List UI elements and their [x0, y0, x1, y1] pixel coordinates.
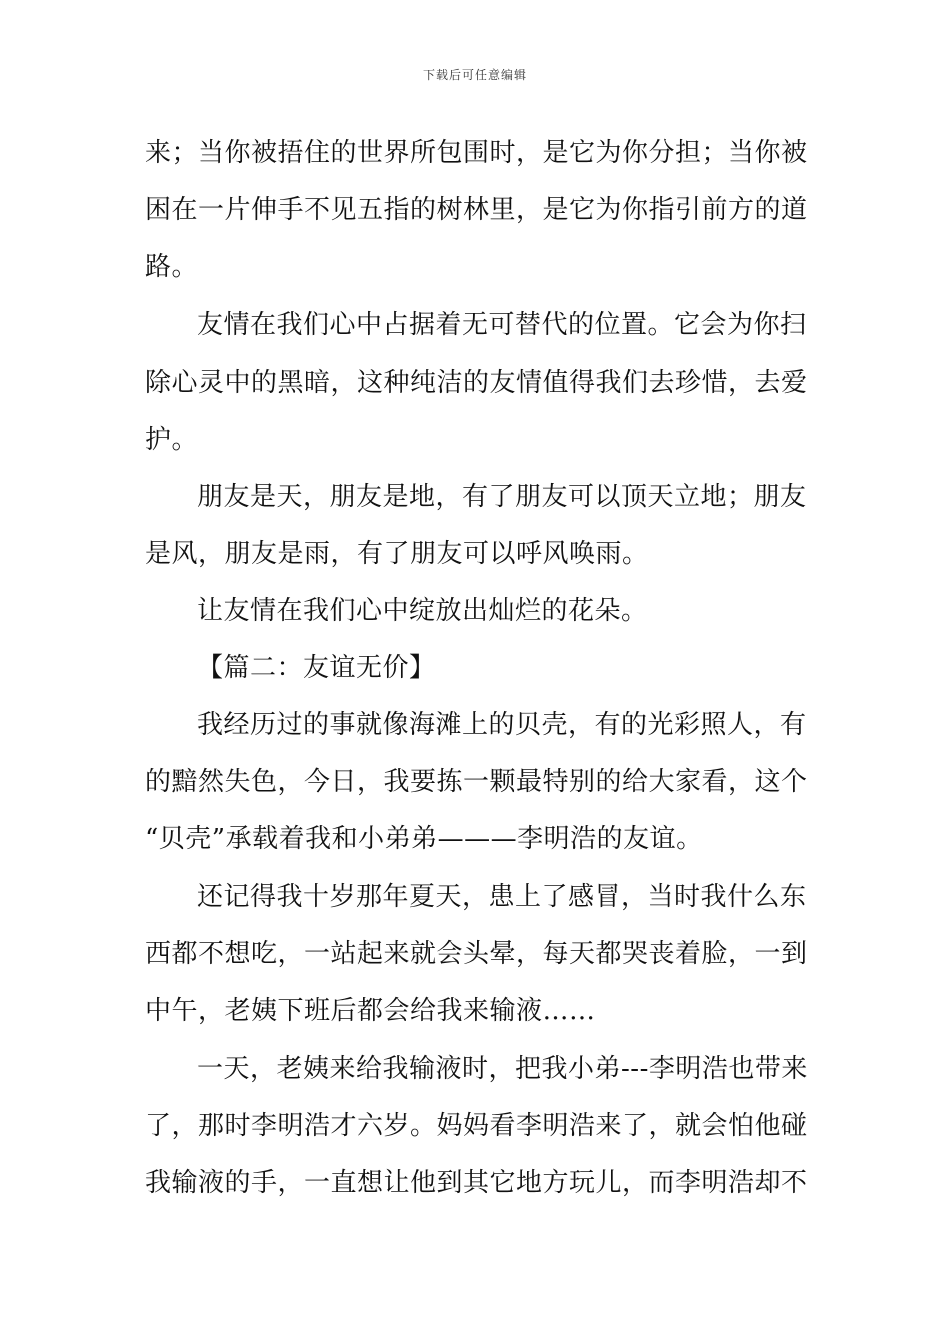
page-header: 下载后可任意编辑 [422, 68, 527, 82]
text-line: 还记得我十岁那年夏天，患上了感冒，当时我什么东 [197, 882, 807, 912]
section-heading: 【篇二：友谊无价】 [197, 653, 436, 683]
text-line: 困在一片伸手不见五指的树林里，是它为你指引前方的道 [145, 195, 808, 225]
text-line: 来；当你被捂住的世界所包围时，是它为你分担；当你被 [145, 138, 808, 168]
text-line: 友情在我们心中占据着无可替代的位置。它会为你扫 [197, 310, 807, 340]
text-line: 了，那时李明浩才六岁。妈妈看李明浩来了，就会怕他碰 [145, 1111, 808, 1141]
text-line: 一天，老姨来给我输液时，把我小弟---李明浩也带来 [197, 1054, 808, 1084]
text-line: 让友情在我们心中绽放出灿烂的花朵。 [197, 596, 648, 626]
text-line: 我输液的手，一直想让他到其它地方玩儿，而李明浩却不 [145, 1168, 808, 1198]
text-line: 朋友是天，朋友是地，有了朋友可以顶天立地；朋友 [197, 482, 807, 512]
text-line: “贝壳”承载着我和小弟弟———李明浩的友谊。 [145, 824, 703, 854]
text-line: 路。 [145, 252, 199, 282]
text-line: 西都不想吃，一站起来就会头晕，每天都哭丧着脸，一到 [145, 939, 808, 969]
text-line: 中午，老姨下班后都会给我来输液…… [145, 996, 596, 1026]
text-line: 是风，朋友是雨，有了朋友可以呼风唤雨。 [145, 539, 649, 569]
text-line: 的黯然失色，今日，我要拣一颗最特别的给大家看，这个 [145, 767, 808, 797]
text-line: 除心灵中的黑暗，这种纯洁的友情值得我们去珍惜，去爱 [145, 368, 808, 398]
text-line: 我经历过的事就像海滩上的贝壳，有的光彩照人，有 [197, 710, 807, 740]
text-line: 护。 [145, 425, 199, 455]
